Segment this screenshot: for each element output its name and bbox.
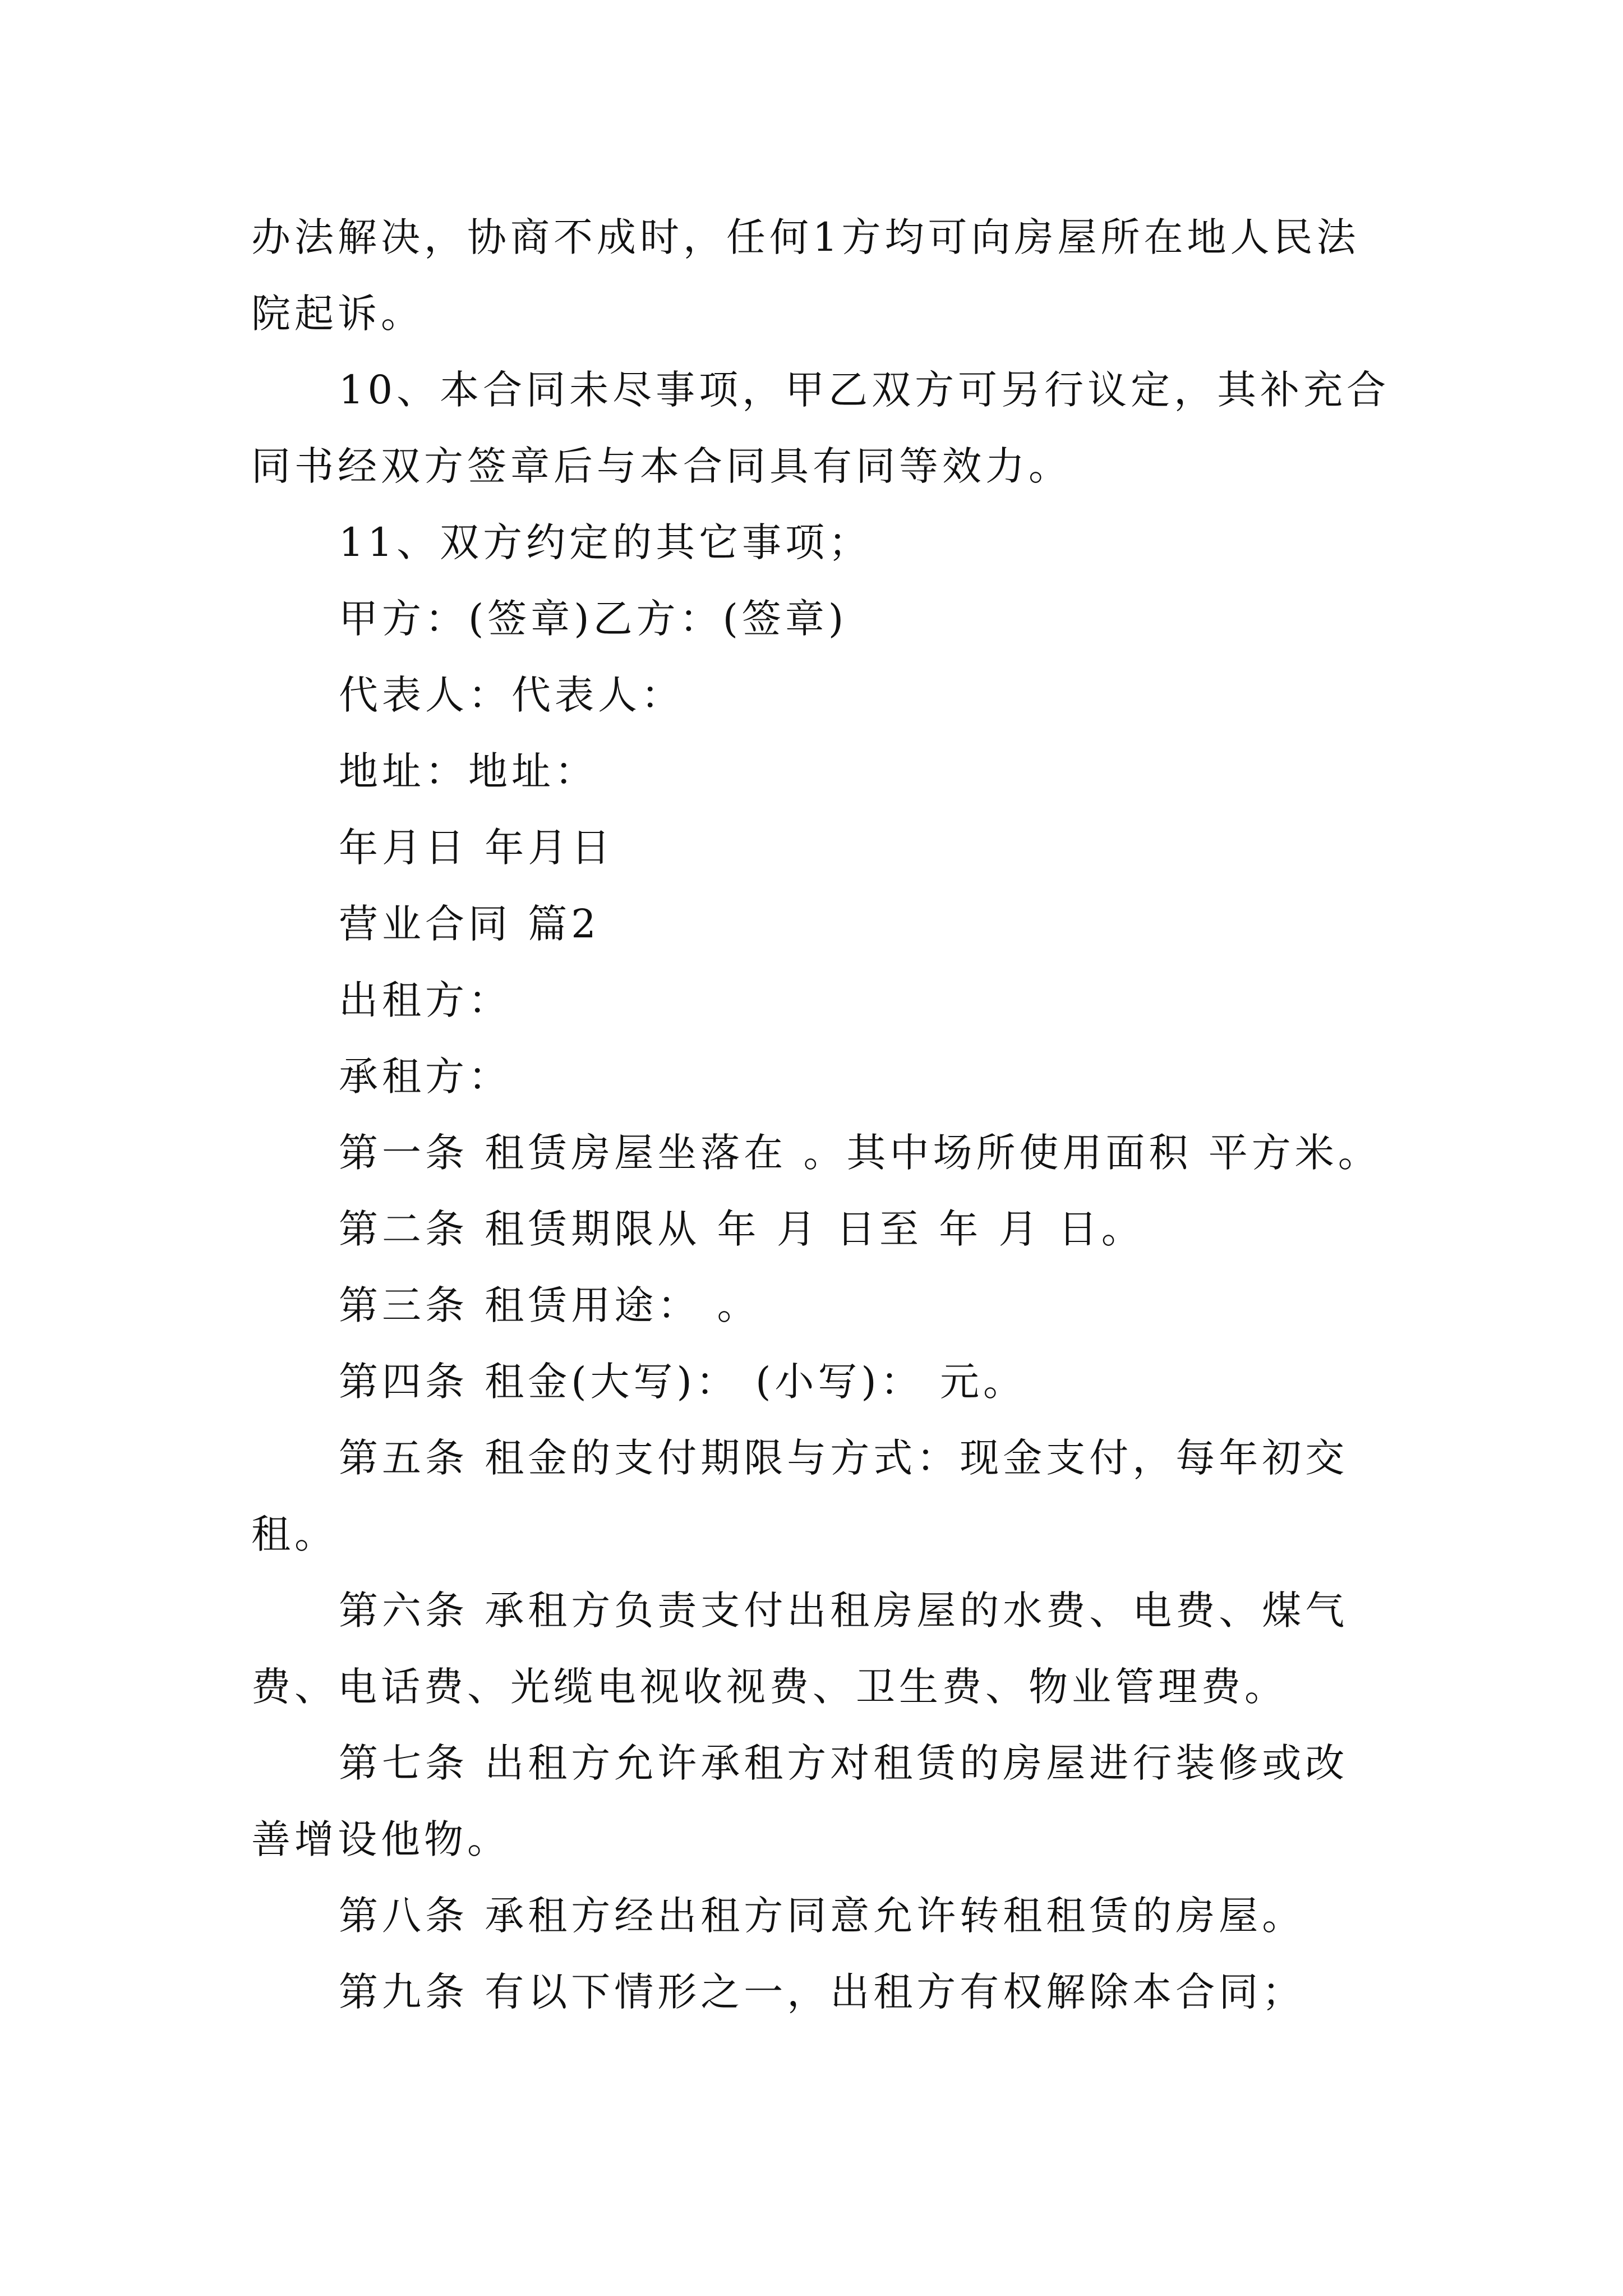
- text-line: 第八条 承租方经出租方同意允许转租租赁的房屋。: [339, 1893, 1306, 1939]
- text-line: 年月日 年月日: [339, 825, 615, 871]
- text-line: 善增设他物。: [251, 1816, 510, 1862]
- text-line: 10、本合同未尽事项，甲乙双方可另行议定，其补充合: [339, 367, 1390, 413]
- text-line: 承租方：: [339, 1053, 511, 1099]
- text-line: 院起诉。: [251, 291, 424, 337]
- text-line: 第九条 有以下情形之一，出租方有权解除本合同；: [339, 1969, 1306, 2015]
- text-line: 费、电话费、光缆电视收视费、卫生费、物业管理费。: [251, 1664, 1288, 1710]
- text-line: 第六条 承租方负责支付出租房屋的水费、电费、煤气: [339, 1588, 1349, 1634]
- text-line: 租。: [251, 1511, 338, 1557]
- text-line: 11、双方约定的其它事项；: [339, 519, 872, 565]
- text-line: 办法解决，协商不成时，任何1方均可向房屋所在地人民法: [251, 214, 1360, 260]
- text-line: 第一条 租赁房屋坐落在 。其中场所使用面积 平方米。: [339, 1130, 1381, 1176]
- text-line: 第七条 出租方允许承租方对租赁的房屋进行装修或改: [339, 1740, 1349, 1786]
- text-line: 第三条 租赁用途： 。: [339, 1282, 760, 1328]
- text-line: 代表人：代表人：: [339, 672, 684, 718]
- text-line: 第二条 租赁期限从 年 月 日至 年 月 日。: [339, 1206, 1145, 1252]
- text-line: 出租方：: [339, 977, 511, 1023]
- text-line: 第四条 租金(大写)： (小写)： 元。: [339, 1359, 1026, 1405]
- text-line: 第五条 租金的支付期限与方式：现金支付，每年初交: [339, 1435, 1349, 1481]
- text-line: 甲方：(签章)乙方：(签章): [339, 596, 848, 642]
- text-line: 地址：地址：: [339, 748, 598, 794]
- section-heading: 营业合同 篇2: [339, 901, 600, 947]
- text-line: 同书经双方签章后与本合同具有同等效力。: [251, 443, 1072, 489]
